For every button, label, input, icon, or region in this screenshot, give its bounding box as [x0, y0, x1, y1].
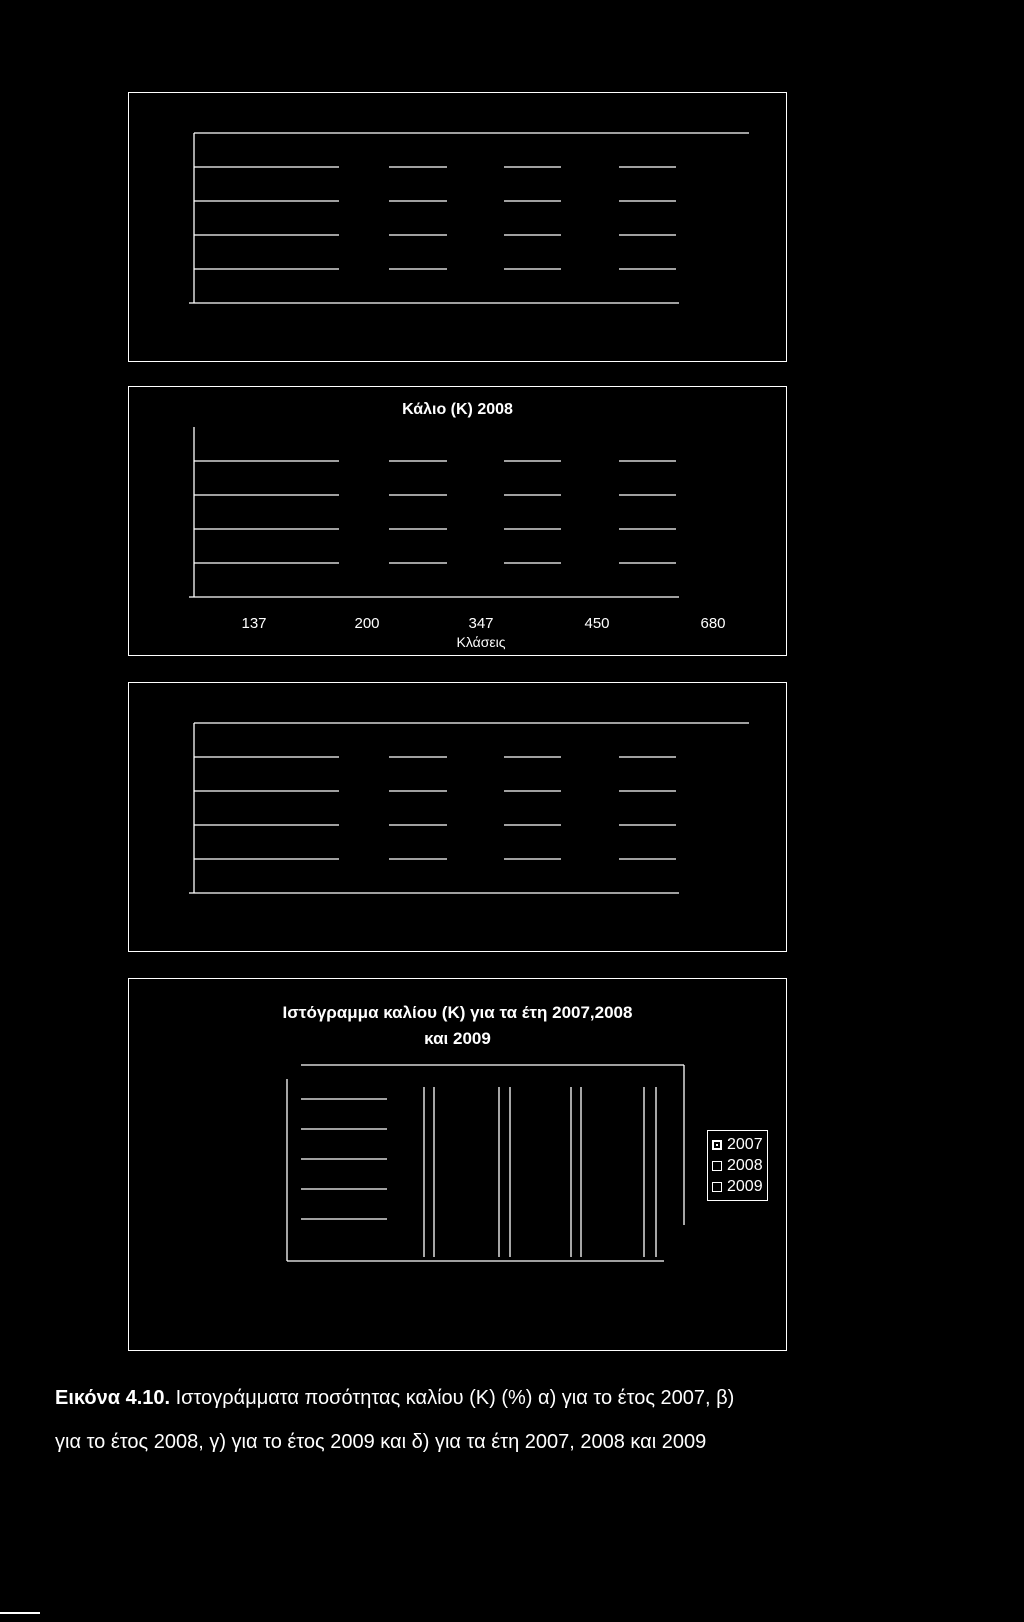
chart-panel-2009: [128, 682, 787, 952]
chart-c-plot: [129, 683, 788, 953]
chart-d-title-line2: και 2009: [424, 1029, 491, 1048]
chart-panel-2007: [128, 92, 787, 362]
chart-d-title-line1: Ιστόγραμμα καλίου (Κ) για τα έτη 2007,2008: [282, 1003, 633, 1022]
chart-panel-combined: [128, 978, 787, 1351]
legend-swatch-icon: [712, 1182, 722, 1192]
legend-label: 2007: [727, 1136, 763, 1153]
x-tick-label: 200: [354, 615, 380, 632]
x-axis-label: Κλάσεις: [456, 634, 506, 650]
legend-item-2008: [712, 1155, 763, 1176]
legend-swatch-icon: [712, 1140, 722, 1150]
legend-item-2007: [712, 1134, 763, 1155]
x-tick-label: 137: [241, 615, 267, 632]
x-tick-label: 680: [700, 615, 726, 632]
legend-swatch-icon: [712, 1161, 722, 1171]
legend-label: 2008: [727, 1157, 763, 1174]
page-edge-line: [0, 1612, 40, 1614]
chart-b-plot: [129, 387, 788, 657]
x-tick-label: 450: [584, 615, 610, 632]
legend-label: 2009: [727, 1178, 763, 1195]
chart-panel-2008: [128, 386, 787, 656]
chart-a-plot: [129, 93, 788, 363]
legend-item-2009: [712, 1176, 763, 1197]
caption-text-line1: Ιστογράμματα ποσότητας καλίου (Κ) (%) α) για το έτος 2007, β): [170, 1387, 735, 1409]
legend: [707, 1130, 768, 1201]
figure-caption: [55, 1376, 955, 1421]
caption-label: Εικόνα 4.10.: [55, 1387, 171, 1409]
figure-caption-line2: [55, 1420, 955, 1465]
x-tick-label: 347: [468, 615, 494, 632]
caption-text-line2: για το έτος 2008, γ) για το έτος 2009 και δ) για τα έτη 2007, 2008 και 2009: [55, 1431, 707, 1453]
chart-b-title: Κάλιο (Κ) 2008: [402, 401, 513, 418]
chart-d-plot: [129, 979, 788, 1352]
